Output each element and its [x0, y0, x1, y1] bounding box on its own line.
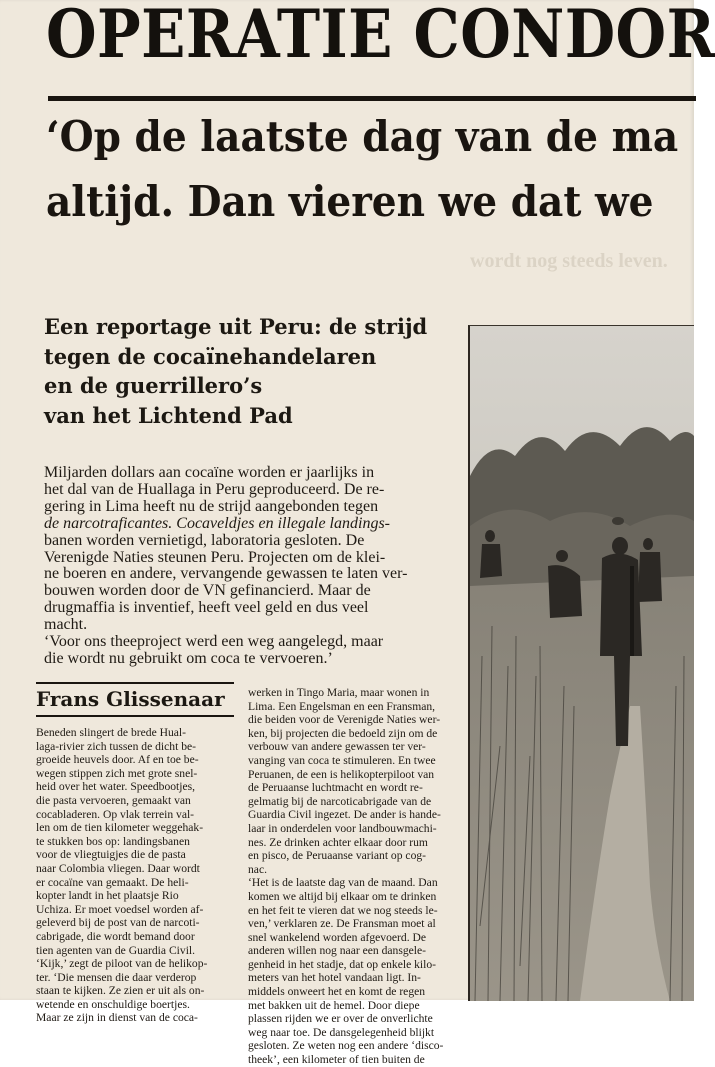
news-photo: [468, 325, 694, 1001]
body-line: werken in Tingo Maria, maar wonen in: [248, 686, 430, 699]
body-line: gelmatig bij de narcoticabrigade van de: [248, 794, 432, 808]
body-line: naar Colombia vliegen. Daar wordt: [36, 861, 200, 875]
byline: Frans Glissenaar: [36, 687, 225, 711]
body-line: laga-rivier zich tussen de dicht be-: [36, 739, 196, 753]
body-line: snel wankelend worden afgevoerd. De: [248, 930, 427, 944]
body-line: anderen willen nog naar een dansgele-: [248, 944, 427, 958]
body-line: laar in onderdelen voor landbouwmachi-: [248, 821, 437, 835]
subheadline-line: tegen de cocaïnehandelaren: [44, 343, 377, 369]
lead-line: bouwen worden door de VN gefinancierd. Maar de: [44, 582, 371, 600]
subheadline: [44, 312, 464, 431]
body-column-2: [248, 686, 462, 1067]
body-column-1: [36, 726, 236, 1025]
byline-rule-top: [36, 682, 234, 684]
body-line: die beiden voor de Verenigde Naties wer-: [248, 713, 441, 727]
body-line: komen we altijd bij elkaar om te drinken: [248, 889, 437, 903]
bleed-through-text: wordt nog steeds leven.: [470, 250, 668, 272]
lead-line: ‘Voor ons theeproject werd een weg aangelegd, maar: [44, 633, 384, 651]
body-line: Peruanen, de een is helikopterpiloot van: [248, 767, 435, 781]
body-line: cocabladeren. Op vlak terrein val-: [36, 807, 195, 821]
body-line: plassen rijden we er over de onverlichte: [248, 1012, 433, 1026]
lead-line: de narcotraficantes. Cocaveldjes en illegale landings-: [44, 514, 390, 532]
body-line: tien agenten van de Guardia Civil.: [36, 943, 196, 957]
body-line: len om de tien kilometer weggehak-: [36, 821, 204, 835]
headline-quote-line-2: altijd. Dan vieren we dat we: [46, 177, 654, 226]
lead-line: Miljarden dollars aan cocaïne worden er jaarlijks in: [44, 464, 375, 481]
body-line: wetende en onschuldige boertjes.: [36, 997, 190, 1011]
lead-line: ne boeren en andere, vervangende gewassen te laten ver-: [44, 565, 408, 583]
body-line: Lima. Een Engelsman en een Fransman,: [248, 699, 436, 713]
body-line: heid over het water. Speedbootjes,: [36, 780, 196, 794]
body-line: ven,’ verklaren ze. De Fransman moet al: [248, 917, 436, 931]
body-line: Uchiza. Er moet voedsel worden af-: [36, 902, 204, 916]
body-line: meters van het hotel vandaan ligt. In-: [248, 971, 421, 985]
body-line: vanging van coca te stimuleren. En twee: [248, 753, 436, 767]
body-line: die pasta vervoeren, gemaakt van: [36, 793, 191, 807]
lead-line: banen worden vernietigd, laboratoria gesloten. De: [44, 531, 365, 549]
body-line: en het feit te vieren dat we nog steeds le-: [248, 903, 438, 917]
body-line: Maar ze zijn in dienst van de coca-: [36, 1011, 198, 1025]
subheadline-line: van het Lichtend Pad: [44, 403, 293, 429]
lead-line: die wordt nu gebruikt om coca te vervoeren.’: [44, 649, 333, 667]
subheadline-line: en de guerrillero’s: [44, 373, 263, 399]
body-line: middels onweert het en komt de regen: [248, 985, 426, 999]
byline-rule-bottom: [36, 715, 234, 717]
lead-line: drugmaffia is inventief, heeft veel geld en dus veel: [44, 599, 369, 617]
masthead-rule: [48, 96, 696, 101]
body-line: voor de vliegtuigjes die de pasta: [36, 848, 186, 862]
body-line: theek’, een kilometer of tien buiten de: [248, 1053, 425, 1067]
body-line: en pisco, de Peruaanse variant op cog-: [248, 849, 427, 863]
body-line: Beneden slingert de brede Hual-: [36, 726, 187, 739]
body-line: met bakken uit de hemel. Door diepe: [248, 998, 420, 1012]
photo-soldiers-in-field: [470, 326, 694, 1001]
headline-quote-line-1: ‘Op de laatste dag van de ma: [46, 112, 679, 161]
lead-line: macht.: [44, 616, 88, 634]
body-line: staan te kijken. Ze zien er uit als on-: [36, 984, 205, 998]
masthead-title: OPERATIE CONDOR: [46, 0, 715, 73]
body-line: wegen stippen zich met grote snel-: [36, 766, 198, 780]
lead-line: het dal van de Huallaga in Peru geproduceerd. De re-: [44, 480, 385, 498]
body-line: ‘Kijk,’ zegt de piloot van de helikop-: [36, 957, 208, 971]
body-line: groeide heuvels door. Af en toe be-: [36, 753, 199, 767]
body-line: kopter landt in het plaatsje Rio: [36, 889, 179, 903]
body-line: ken, bij projecten die bedoeld zijn om de: [248, 726, 438, 740]
body-line: genheid in het stadje, dat op enkele kilo-: [248, 957, 437, 971]
lead-paragraph: [44, 465, 474, 668]
lead-line: gering in Lima heeft nu de strijd aangebonden tegen: [44, 497, 379, 515]
body-line: gesloten. Ze weten nog een andere ‘disco-: [248, 1039, 444, 1053]
body-line: weg naar toe. De dansgelegenheid blijkt: [248, 1025, 435, 1039]
body-line: ter. ‘Die mensen die daar verderop: [36, 970, 197, 984]
body-line: verbouw van andere gewassen ter ver-: [248, 740, 426, 754]
body-line: te stukken bos op: landingsbanen: [36, 834, 190, 848]
body-line: Guardia Civil ingezet. De ander is hande-: [248, 808, 441, 822]
body-line: cabrigade, die wordt bemand door: [36, 929, 195, 943]
body-line: nac.: [248, 862, 267, 876]
lead-line: Verenigde Naties steunen Peru. Projecten om de klei-: [44, 548, 386, 566]
body-line: ‘Het is de laatste dag van de maand. Dan: [248, 876, 438, 890]
body-line: er cocaïne van gemaakt. De heli-: [36, 875, 189, 889]
body-line: nes. Ze drinken achter elkaar door rum: [248, 835, 428, 849]
subheadline-line: Een reportage uit Peru: de strijd: [44, 314, 428, 339]
photo-field: [470, 576, 694, 1001]
body-line: de Peruaanse luchtmacht en wordt re-: [248, 781, 423, 795]
body-line: geleverd bij de post van de narcoti-: [36, 916, 200, 930]
